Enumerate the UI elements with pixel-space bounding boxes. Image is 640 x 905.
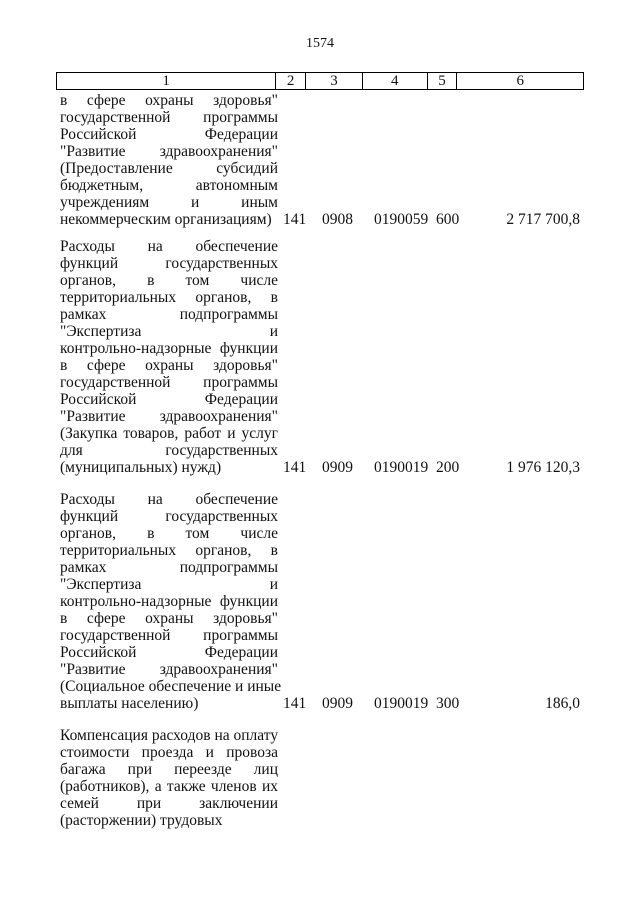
description-line: (муниципальных) нужд) <box>60 459 222 476</box>
description-line: территориальных органов, в <box>60 542 278 559</box>
description-line: багажа при переезде лиц <box>60 761 278 778</box>
description-line: (Предоставление субсидий <box>60 160 278 177</box>
description-line: стоимости проезда и провоза <box>60 744 278 761</box>
description-line: территориальных органов, в <box>60 289 278 306</box>
description-line: Расходы на обеспечение <box>60 491 278 508</box>
description-line: (Социальное обеспечение и иные <box>60 678 282 695</box>
amount-value: 186,0 <box>545 695 580 712</box>
section-code: 0908 <box>322 211 353 228</box>
expense-type-code: 300 <box>436 695 460 712</box>
column-header-5: 5 <box>428 73 458 89</box>
description-line: органов, в том числе <box>60 272 278 289</box>
expense-type-code: 200 <box>436 459 460 476</box>
target-article-code: 0190059 <box>374 211 429 228</box>
description-line: контрольно-надзорные функции <box>60 340 278 357</box>
description-line: семей при заключении <box>60 795 278 812</box>
description-line: рамках подпрограммы <box>60 559 278 576</box>
row-values <box>56 211 584 228</box>
target-article-code: 0190019 <box>374 695 429 712</box>
description-line: в сфере охраны здоровья" <box>60 610 278 627</box>
description-line: государственной программы <box>60 627 278 644</box>
ministry-code: 141 <box>283 459 307 476</box>
ministry-code: 141 <box>283 211 307 228</box>
description-line: "Развитие здравоохранения" <box>60 143 278 160</box>
row-values <box>56 459 584 476</box>
column-header-3: 3 <box>306 73 363 89</box>
description-line: (Закупка товаров, работ и услуг <box>60 425 278 442</box>
row-description <box>60 491 282 712</box>
description-line: "Развитие здравоохранения" <box>60 661 278 678</box>
description-line: (расторжении) трудовых <box>60 812 223 829</box>
description-line: в сфере охраны здоровья" <box>60 92 278 109</box>
description-line: выплаты населению) <box>60 695 199 712</box>
column-header-4: 4 <box>363 73 428 89</box>
description-line: некоммерческим организациям) <box>60 211 272 228</box>
description-line: органов, в том числе <box>60 525 278 542</box>
description-line: государственной программы <box>60 109 278 126</box>
target-article-code: 0190019 <box>374 459 429 476</box>
description-line: бюджетным, автономным <box>60 177 278 194</box>
description-line: (работников), а также членов их <box>60 778 278 795</box>
expense-type-code: 600 <box>436 211 460 228</box>
row-description <box>60 92 278 228</box>
description-line: контрольно-надзорные функции <box>60 593 278 610</box>
description-line: для государственных <box>60 442 278 459</box>
row-values <box>56 812 584 829</box>
amount-value: 1 976 120,3 <box>506 459 580 476</box>
description-line: Российской Федерации <box>60 644 278 661</box>
description-line: функций государственных <box>60 255 278 272</box>
description-line: "Экспертиза и <box>60 323 278 340</box>
row-values <box>56 695 584 712</box>
description-line: "Экспертиза и <box>60 576 278 593</box>
description-line: Компенсация расходов на оплату <box>60 727 279 744</box>
column-header-6: 6 <box>516 73 524 89</box>
description-line: Российской Федерации <box>60 391 278 408</box>
row-description <box>60 238 278 476</box>
table-header <box>56 72 584 90</box>
description-line: рамках подпрограммы <box>60 306 278 323</box>
description-line: Российской Федерации <box>60 126 278 143</box>
ministry-code: 141 <box>283 695 307 712</box>
description-line: государственной программы <box>60 374 278 391</box>
page-number: 1574 <box>306 36 334 51</box>
column-header-1: 1 <box>57 73 276 89</box>
amount-value: 2 717 700,8 <box>506 211 580 228</box>
section-code: 0909 <box>322 695 353 712</box>
description-line: учреждениям и иным <box>60 194 278 211</box>
description-line: в сфере охраны здоровья" <box>60 357 278 374</box>
description-line: Расходы на обеспечение <box>60 238 278 255</box>
description-line: "Развитие здравоохранения" <box>60 408 278 425</box>
section-code: 0909 <box>322 459 353 476</box>
column-header-2: 2 <box>276 73 306 89</box>
description-line: функций государственных <box>60 508 278 525</box>
